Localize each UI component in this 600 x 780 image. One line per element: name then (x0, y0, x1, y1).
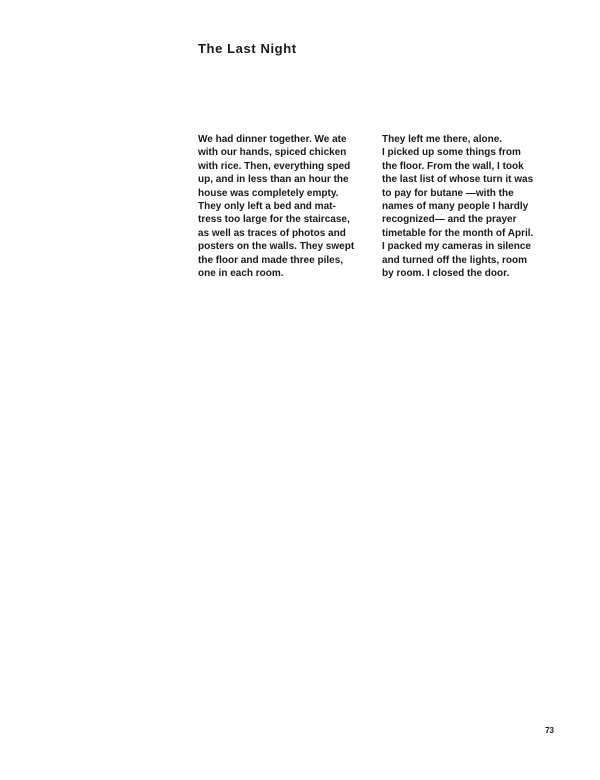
text-line: up, and in less than an hour the (198, 174, 349, 186)
text-line: I picked up some things from (382, 147, 521, 159)
text-line: posters on the walls. They swept (198, 241, 355, 253)
text-line: the last list of whose turn it was (382, 174, 534, 186)
text-column-left (198, 133, 383, 280)
text-line: the floor and made three piles, (198, 254, 344, 266)
text-line: by room. I closed the door. (382, 268, 510, 280)
text-line: with rice. Then, everything sped (198, 160, 351, 172)
text-line: as well as traces of photos and (198, 227, 346, 239)
text-line: tress too large for the staircase, (198, 214, 350, 226)
text-line: one in each room. (198, 268, 284, 280)
text-line: house was completely empty. (198, 187, 339, 199)
text-line: They only left a bed and mat- (198, 201, 336, 213)
text-line: with our hands, spiced chicken (198, 147, 347, 159)
text-line: recognized— and the prayer (382, 214, 517, 226)
text-line: timetable for the month of April. (382, 227, 534, 239)
page-title: The Last Night (198, 41, 297, 56)
text-line: names of many people I hardly (382, 201, 529, 213)
text-line: and turned off the lights, room (382, 254, 527, 266)
text-line: They left me there, alone. (382, 134, 503, 145)
text-line: the floor. From the wall, I took (382, 160, 524, 172)
text-line: We had dinner together. We ate (198, 134, 347, 145)
text-column-right (382, 133, 567, 280)
text-line: I packed my cameras in silence (382, 241, 531, 253)
page-number: 73 (545, 726, 554, 735)
text-line: to pay for butane —with the (382, 187, 514, 199)
